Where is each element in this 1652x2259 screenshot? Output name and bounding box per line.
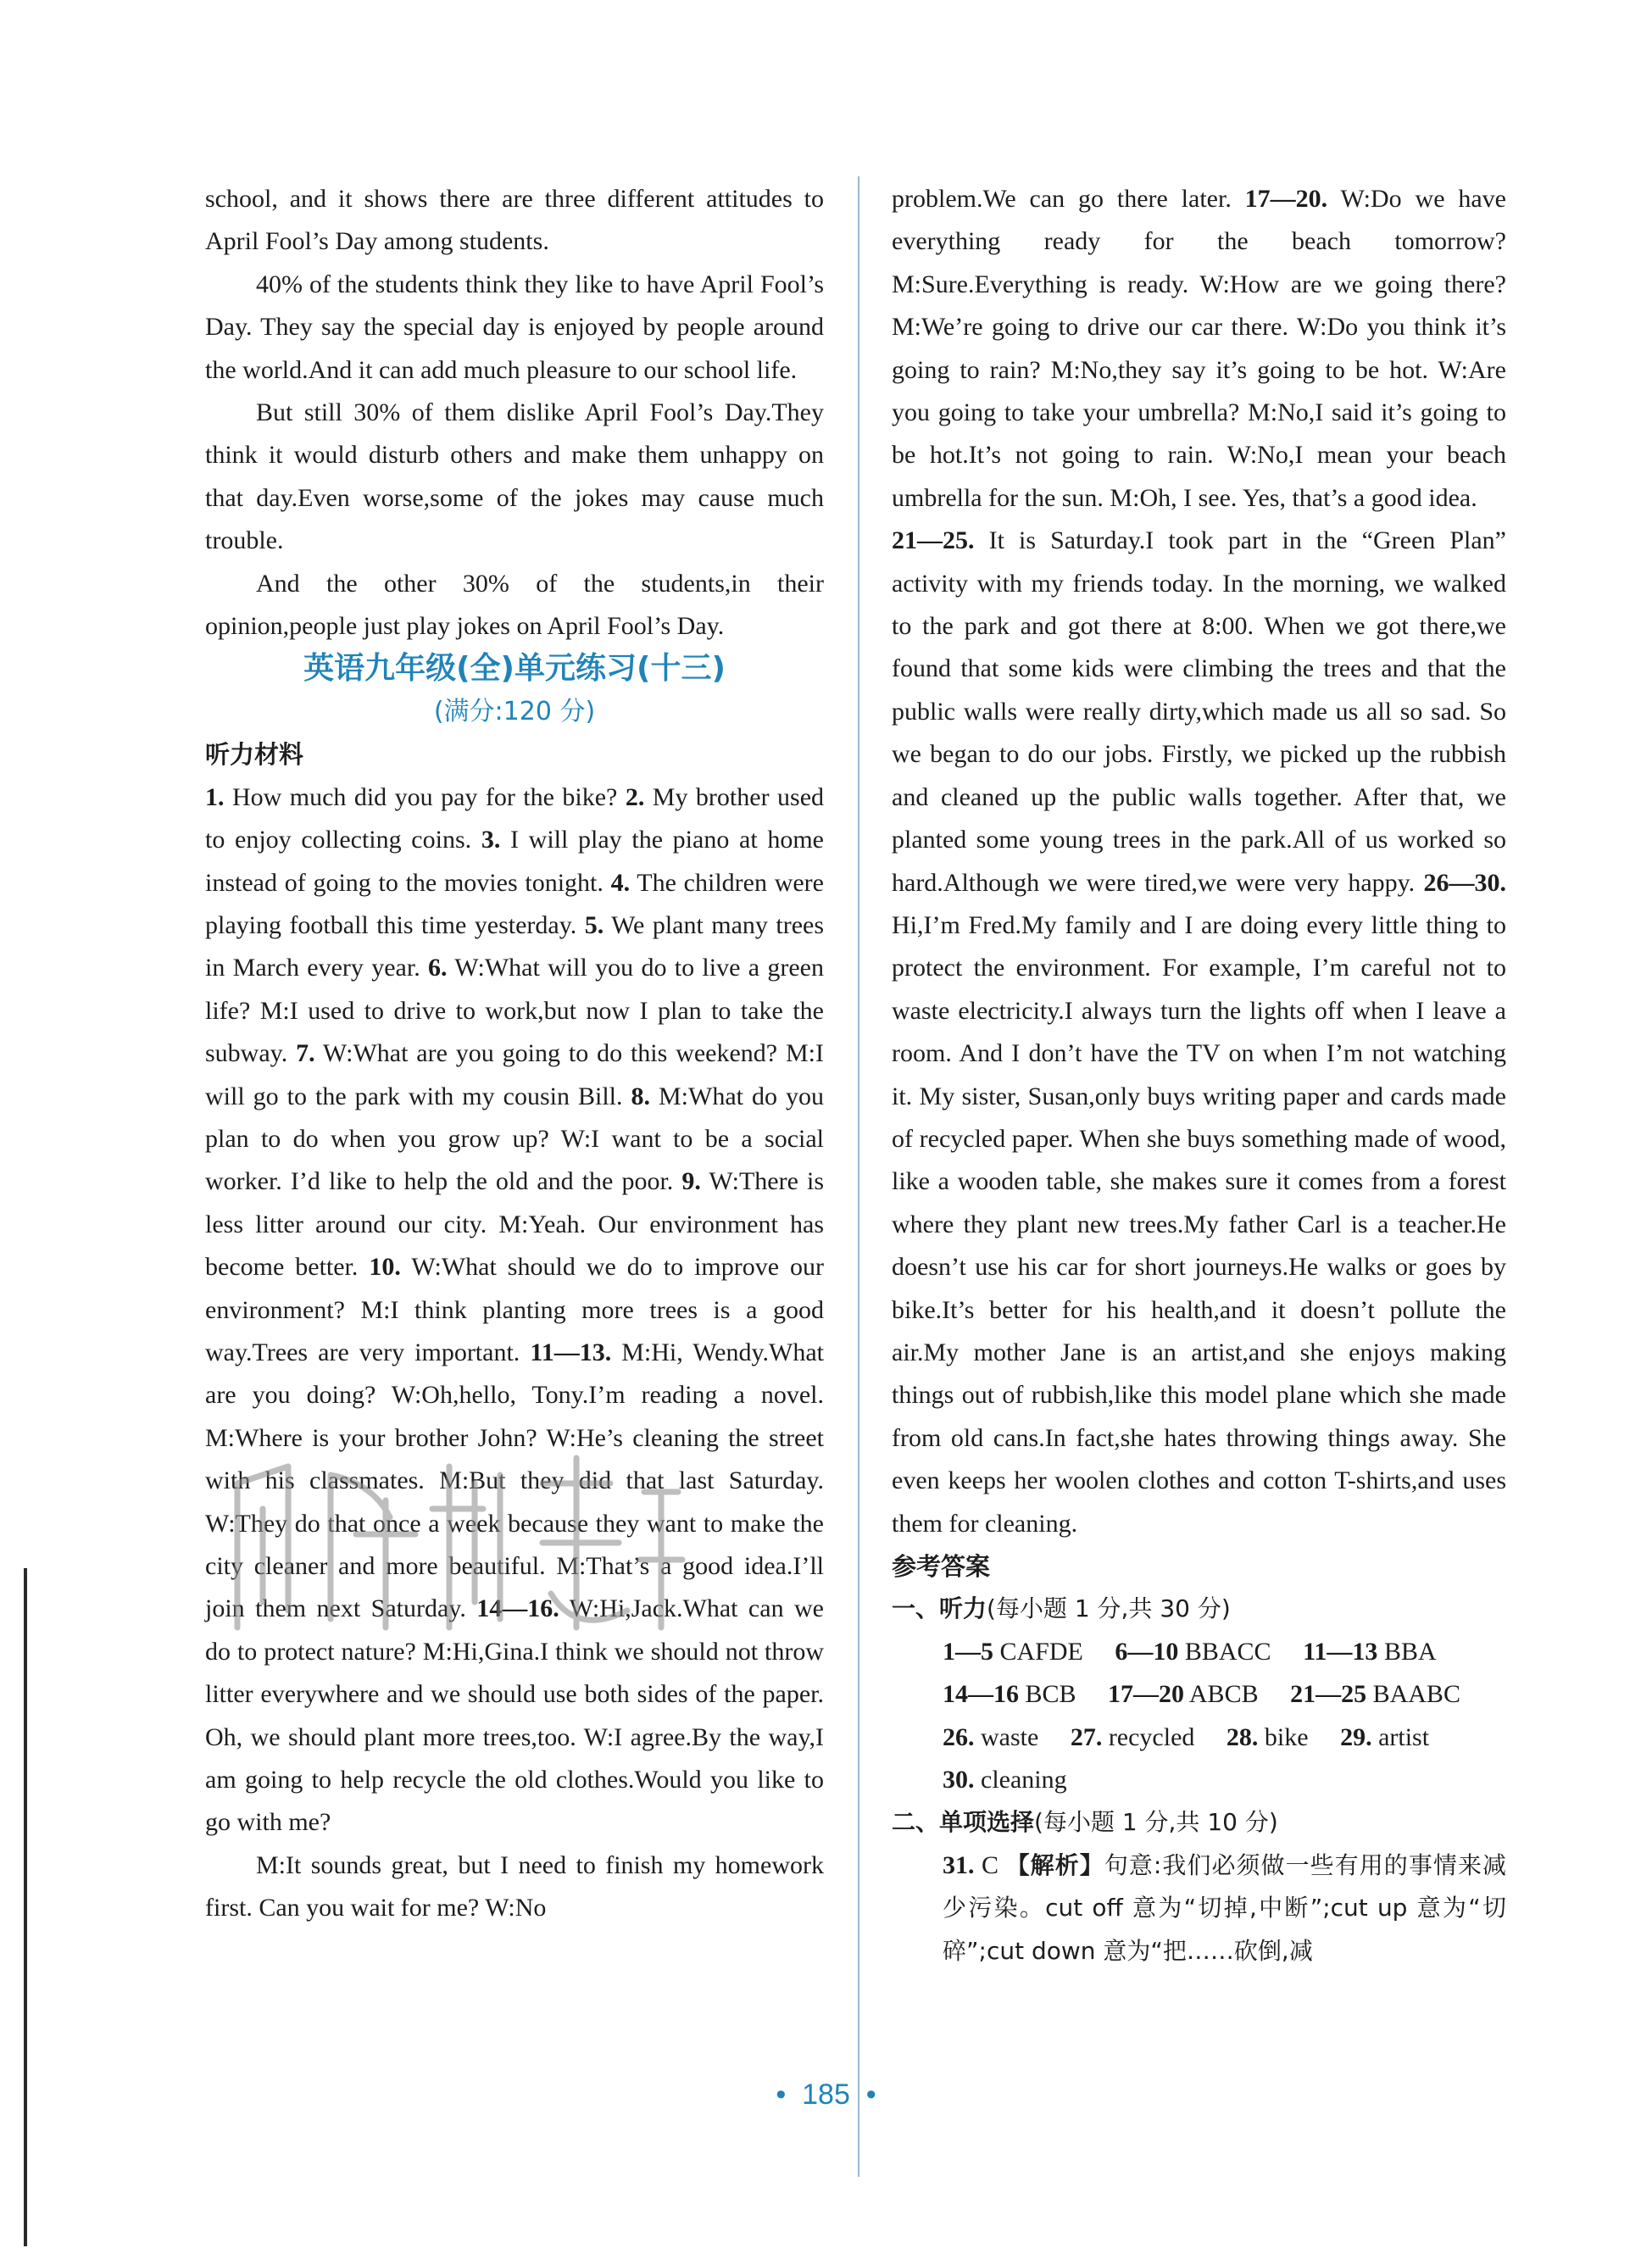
- unit-title: 英语九年级(全)单元练习(十三): [303, 651, 726, 687]
- answer-row: 14—16 BCB 17—20 ABCB 21—25 BAABC: [943, 1680, 1460, 1709]
- section-listening-header: 一、听力(每小题 1 分,共 30 分): [892, 1594, 1231, 1623]
- listening-transcript-cont: M:It sounds great, but I need to finish my homework first. Can you wait for me? W:No: [205, 1850, 824, 1922]
- column-divider: [858, 176, 859, 2177]
- answer-row: 30. cleaning: [943, 1766, 1067, 1794]
- right-column: [892, 178, 1506, 1972]
- section-single-choice-header: 二、单项选择(每小题 1 分,共 10 分): [892, 1808, 1278, 1837]
- answer-key: [892, 1631, 1506, 1802]
- answers-heading: 参考答案: [892, 1552, 991, 1581]
- answer-row: 26. waste 27. recycled 28. bike 29. artist: [943, 1722, 1430, 1751]
- paragraph-30-percent-other: And the other 30% of the students,in their opinion,people just play jokes on April Fool’s Day.: [205, 569, 824, 641]
- page-number: • 185 •: [776, 2078, 876, 2111]
- paragraph-40-percent: 40% of the students think they like to have April Fool’s Day. They say the special day is enjoyed by people around the world.And it can add much pleasure to our school life.: [205, 270, 824, 384]
- question-31-explanation: 31. C 【解析】句意:我们必须做一些有用的事情来减少污染。cut off 意为“切掉,中断”;cut up 意为“切碎”;cut down 意为“把……砍倒,减: [943, 1850, 1506, 1965]
- paragraph-30-percent-dislike: But still 30% of them dislike April Fool’s Day.They think it would disturb others and make them unhappy on that day.Even worse,some of the jokes may cause much trouble.: [205, 398, 824, 555]
- listening-21-25: 21—25. It is Saturday.I took part in the “Green Plan” activity with my friends today. In the morning, we walked to the park and got there at 8:00. When we got there,we found that some kids were climbing the trees and that the public walls were really dirty,which made us all so sad. So we began to do our jobs. Firstly, we picked up the rubbish and cleaned up the public walls together. After that, we planted some young trees in the park.All of us worked so hard.Although we were tired,we were very happy. 26—30. Hi,I’m Fred.My family and I are doing every little thing to protect the environment. For example, I’m careful not to waste electricity.I always turn the lights off when I leave a room. And I don’t have the TV on when I’m not watching it. My sister, Susan,only buys writing paper and cards made of recycled paper. When she buys something made of wood, like a wooden table, she makes sure it comes from a forest where they plant new trees.My father Carl is a teacher.He doesn’t use his car for short journeys.He walks or goes by bike.It’s better for his health,and it doesn’t pollute the air.My mother Jane is an artist,and she enjoys making things out of rubbish,like this model plane which she made from old cans.In fact,she hates throwing things away. She even keeps her woolen clothes and cotton T-shirts,and uses them for cleaning.: [892, 526, 1506, 1538]
- left-margin-rule: [24, 1568, 27, 2246]
- listening-heading: 听力材料: [205, 740, 304, 770]
- listening-transcript: 1. How much did you pay for the bike? 2. My brother used to enjoy collecting coins. 3. I will play the piano at home instead of going to the movies tonight. 4. The children were playing football this time yesterday. 5. We plant many trees in March every year. 6. W:What will you do to live a green life? M:I used to drive to work,but now I plan to take the subway. 7. W:What are you going to do this weekend? M:I will go to the park with my cousin Bill. 8. M:What do you plan to do when you grow up? W:I want to be a social worker. I’d like to help the old and the poor. 9. W:There is less litter around our city. M:Yeah. Our environment has become better. 10. W:What should we do to improve our environment? M:I think planting more trees is a good way.Trees are very important. 11—13. M:Hi, Wendy.What are you doing? W:Oh,hello, Tony.I’m reading a novel. M:Where is your brother John? W:He’s cleaning the street with his classmates. M:But they did that last Saturday. W:They do that once a week because they want to make the city cleaner and more beautiful. M:That’s a good idea.I’ll join them next Saturday. 14—16. W:Hi,Jack.What can we do to protect nature? M:Hi,Gina.I think we should not throw litter everywhere and we should use both sides of the paper. Oh, we should plant more trees,too. W:I agree.By the way,I am going to help recycle the old clothes.Would you like to go with me?: [205, 782, 825, 1837]
- left-column: [205, 178, 824, 1930]
- intro-paragraph: school, and it shows there are three different attitudes to April Fool’s Day among students.: [205, 185, 824, 256]
- unit-subtitle: (满分:120 分): [433, 696, 596, 726]
- listening-transcript-right: problem.We can go there later. 17—20. W:Do we have everything ready for the beach tomorrow? M:Sure.Everything is ready. W:How are we going there? M:We’re going to drive our car there. W:Do you think it’s going to rain? M:No,they say it’s going to be hot. W:Are you going to take your umbrella? M:No,I said it’s going to be hot.It’s not going to rain. W:No,I mean your beach umbrella for the sun. M:Oh, I see. Yes, that’s a good idea.: [892, 185, 1506, 512]
- answer-row: 1—5 CAFDE 6—10 BBACC 11—13 BBA: [943, 1637, 1437, 1666]
